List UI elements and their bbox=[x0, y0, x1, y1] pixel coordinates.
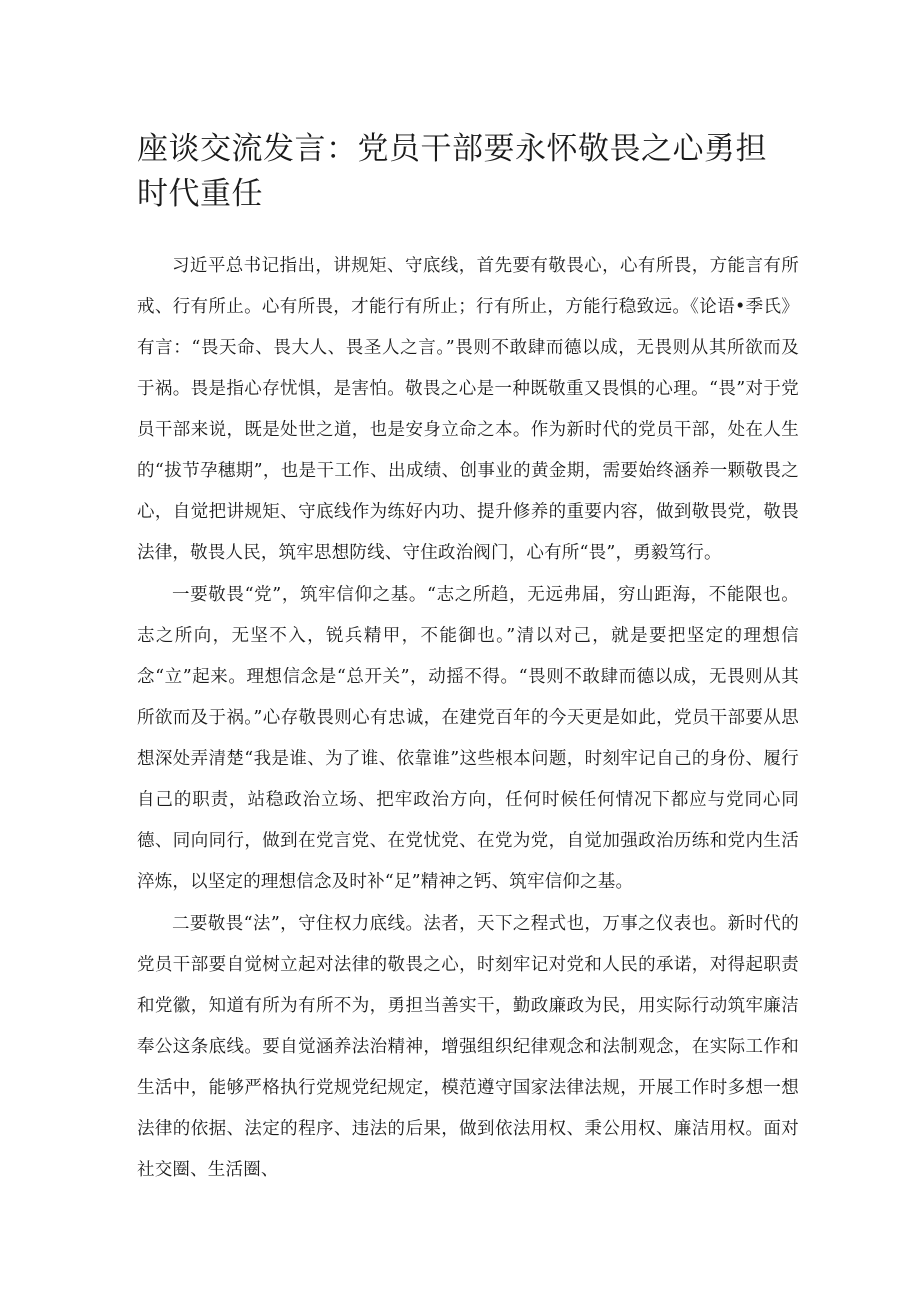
paragraph-respect-party: 一要敬畏“党”，筑牢信仰之基。“志之所趋，无远弗届，穷山距海，不能限也。志之所向，无坚不入，锐兵精甲，不能御也。”清以对己，就是要把坚定的理想信念“立”起来。理想信念是“总开关”，动摇不得。“畏则不敢肆而德以成，无畏则从其所欲而及于祸。”心存敬畏则心有忠诚，在建党百年的今天更是如此，党员干部要从思想深处弄清楚“我是谁、为了谁、依靠谁”这些根本问题，时刻牢记自己的身份、履行自己的职责，站稳政治立场、把牢政治方向，任何时候任何情况下都应与党同心同德、同向同行，做到在党言党、在党忧党、在党为党，自觉加强政治历练和党内生活淬炼，以坚定的理想信念及时补“足”精神之钙、筑牢信仰之基。 bbox=[137, 585, 799, 892]
paragraph-respect-law: 二要敬畏“法”，守住权力底线。法者，天下之程式也，万事之仪表也。新时代的党员干部要自觉树立起对法律的敬畏之心，时刻牢记对党和人民的承诺，对得起职责和党徽，知道有所为有所不为，勇担当善实干，勤政廉政为民，用实际行动筑牢廉洁奉公这条底线。要自觉涵养法治精神，增强组织纪律观念和法制观念，在实际工作和生活中，能够严格执行党规党纪规定，模范遵守国家法律法规，开展工作时多想一想法律的依据、法定的程序、违法的后果，做到依法用权、秉公用权、廉洁用权。面对社交圈、生活圈、 bbox=[137, 914, 799, 1180]
page-title: 座谈交流发言：党员干部要永怀敬畏之心勇担时代重任 bbox=[137, 131, 767, 212]
paragraph-intro: 习近平总书记指出，讲规矩、守底线，首先要有敬畏心，心有所畏，方能言有所戒、行有所止。心有所畏，才能行有所止；行有所止，方能行稳致远。《论语•季氏》有言：“畏天命、畏大人、畏圣人之言。”畏则不敢肆而德以成，无畏则从其所欲而及于祸。畏是指心存忧惧，是害怕。敬畏之心是一种既敬重又畏惧的心理。“畏”对于党员干部来说，既是处世之道，也是安身立命之本。作为新时代的党员干部，处在人生的“拔节孕穗期”，也是干工作、出成绩、创事业的黄金期，需要始终涵养一颗敬畏之心，自觉把讲规矩、守底线作为练好内功、提升修养的重要内容，做到敬畏党，敬畏法律，敬畏人民，筑牢思想防线、守住政治阀门，心有所“畏”，勇毅笃行。 bbox=[137, 256, 799, 563]
